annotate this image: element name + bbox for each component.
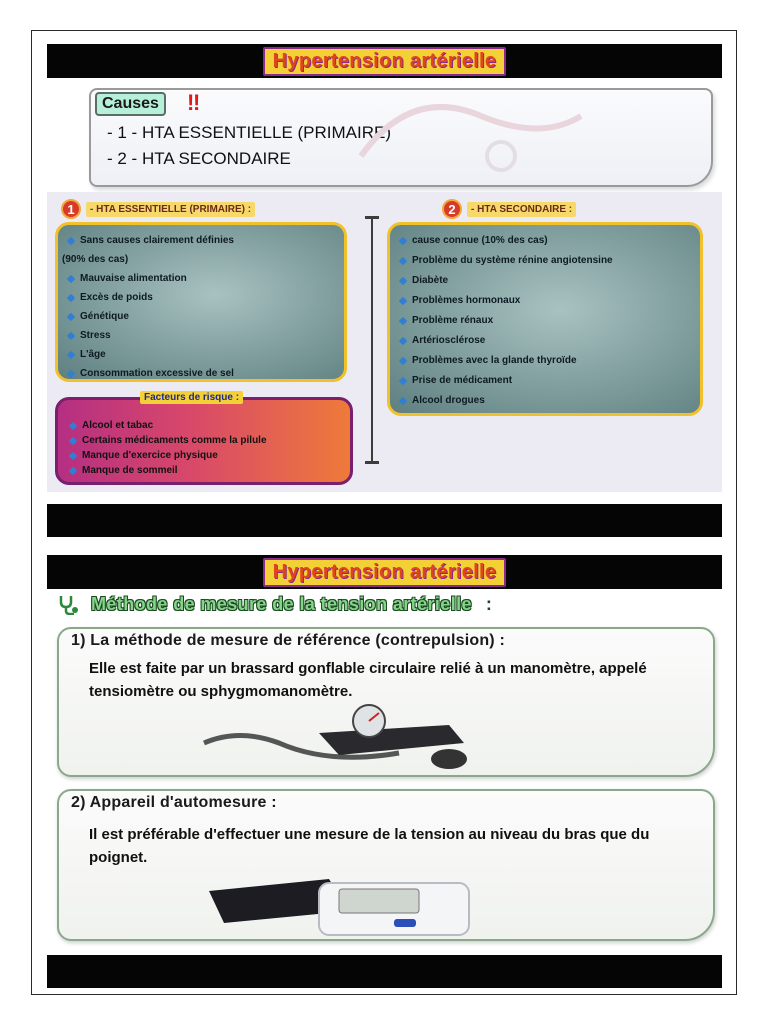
bullet-icon: [399, 236, 407, 244]
warning-icon: ‼: [187, 90, 201, 115]
primary-badge: [61, 198, 255, 220]
list-item: Problèmes hormonaux: [400, 295, 520, 306]
list-item: Alcool drogues: [400, 395, 485, 406]
list-item: Sans causes clairement définies: [68, 235, 234, 246]
cause-item: - 2 - HTA SECONDAIRE: [107, 149, 291, 168]
bullet-icon: [69, 466, 77, 474]
method-heading-colon: :: [485, 593, 492, 614]
secondary-badge: [442, 198, 576, 220]
bullet-icon: [67, 236, 75, 244]
title-bar: [47, 44, 722, 78]
risk-label: Facteurs de risque :: [140, 391, 243, 404]
primary-causes-box: [55, 222, 347, 382]
sphygmomanometer-icon: [199, 703, 489, 773]
list-item: (90% des cas): [62, 254, 129, 265]
list-item: Consommation excessive de sel: [68, 368, 234, 379]
list-item: Alcool et tabac: [70, 420, 153, 431]
card-body: Elle est faite par un brassard gonflable circulaire relié à un manomètre, appelé tensiomètre ou sphygmomanomètre.: [89, 660, 647, 700]
bullet-icon: [69, 421, 77, 429]
list-item: Problème du système rénine angiotensine: [400, 255, 613, 266]
bullet-icon: [399, 276, 407, 284]
slide-measurement: [47, 555, 722, 988]
bullet-icon: [399, 256, 407, 264]
method-heading-text: Méthode de mesure de la tension artérielle: [91, 593, 472, 614]
bullet-icon: [67, 312, 75, 320]
number-badge: 2: [442, 199, 462, 219]
divider-axis: [371, 216, 373, 464]
causes-box: [89, 88, 713, 187]
bullet-icon: [69, 436, 77, 444]
title-bar: [47, 555, 722, 589]
risk-factors-box: [55, 392, 353, 485]
axis-cap: [365, 461, 379, 464]
method-heading: [57, 593, 492, 615]
list-item: Génétique: [68, 311, 129, 322]
bullet-icon: [67, 350, 75, 358]
reference-method-card: [57, 627, 715, 777]
list-item: Manque d'exercice physique: [70, 450, 218, 461]
list-item: Manque de sommeil: [70, 465, 178, 476]
list-item: Diabète: [400, 275, 448, 286]
bullet-icon: [399, 376, 407, 384]
cause-item: - 1 - HTA ESSENTIELLE (PRIMAIRE): [107, 123, 392, 142]
card-title: 1) La méthode de mesure de référence (contrepulsion) :: [71, 632, 506, 649]
bottom-bar: [47, 504, 722, 537]
bullet-icon: [399, 356, 407, 364]
list-item: Certains médicaments comme la pilule: [70, 435, 267, 446]
self-measurement-card: [57, 789, 715, 941]
list-item: Problèmes avec la glande thyroïde: [400, 355, 577, 366]
bullet-icon: [67, 369, 75, 377]
card-body: Il est préférable d'effectuer une mesure de la tension au niveau du bras que du poignet.: [89, 826, 650, 866]
axis-cap: [365, 216, 379, 219]
bullet-icon: [399, 396, 407, 404]
stethoscope-watermark-icon: [351, 96, 591, 176]
list-item: Excès de poids: [68, 292, 153, 303]
slide-title: Hypertension artérielle: [263, 558, 507, 587]
primary-label: - HTA ESSENTIELLE (PRIMAIRE) :: [86, 202, 255, 217]
bullet-icon: [67, 274, 75, 282]
list-item: Stress: [68, 330, 111, 341]
bullet-icon: [67, 331, 75, 339]
list-item: cause connue (10% des cas): [400, 235, 548, 246]
number-badge: 1: [61, 199, 81, 219]
secondary-causes-box: [387, 222, 703, 416]
bullet-icon: [69, 451, 77, 459]
bottom-bar: [47, 955, 722, 988]
blood-pressure-monitor-icon: [199, 871, 499, 939]
list-item: Problème rénaux: [400, 315, 493, 326]
secondary-label: - HTA SECONDAIRE :: [467, 202, 576, 217]
bullet-icon: [399, 296, 407, 304]
slide-hta-causes: [47, 44, 722, 537]
list-item: L'âge: [68, 349, 106, 360]
list-item: Artériosclérose: [400, 335, 485, 346]
list-item: Mauvaise alimentation: [68, 273, 187, 284]
bullet-icon: [399, 336, 407, 344]
stethoscope-icon: [57, 593, 79, 615]
slide-title: Hypertension artérielle: [263, 47, 507, 76]
card-title: 2) Appareil d'automesure :: [71, 794, 277, 811]
bullet-icon: [399, 316, 407, 324]
list-item: Prise de médicament: [400, 375, 512, 386]
causes-label: Causes: [95, 92, 166, 116]
bullet-icon: [67, 293, 75, 301]
